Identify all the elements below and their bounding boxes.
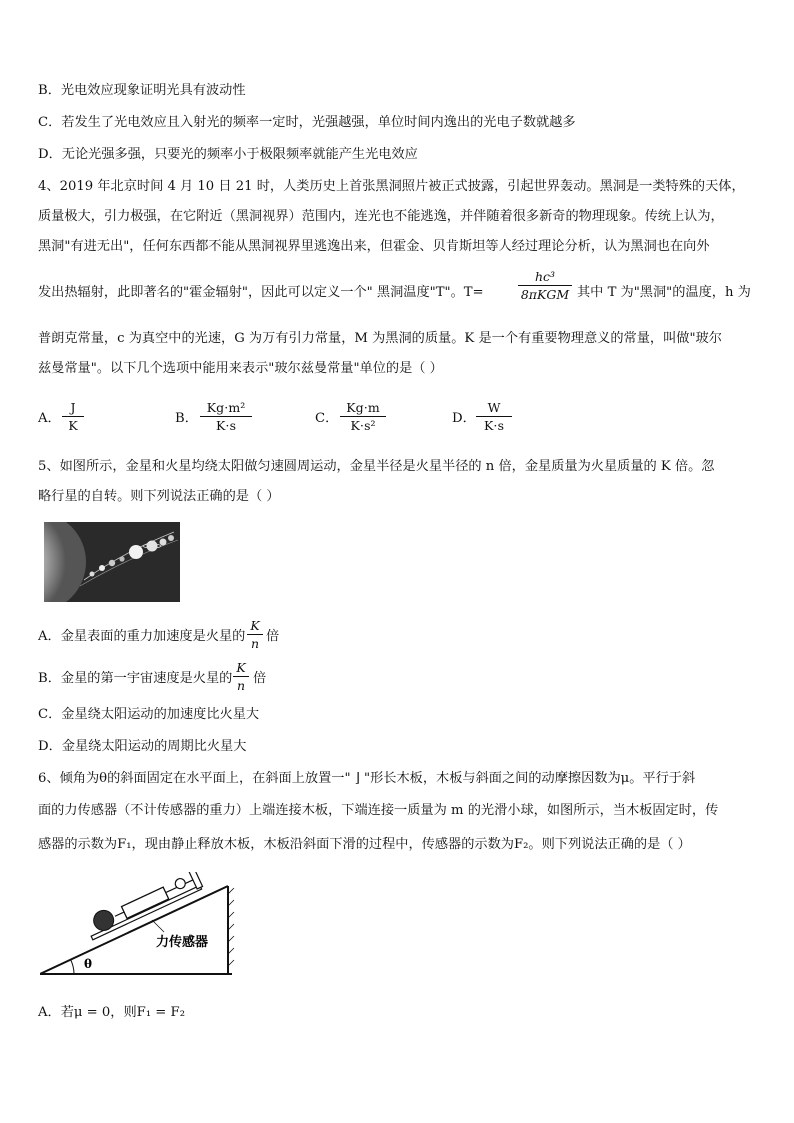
q4-option-c-label: C．: [315, 411, 339, 426]
fraction-numerator: J: [62, 399, 84, 417]
q3-option-d: D．无论光强多强，只要光的频率小于极限频率就能产生光电效应: [38, 147, 418, 162]
q4-option-a-label: A．: [38, 411, 61, 426]
q3-option-b: B．光电效应现象证明光具有波动性: [38, 83, 246, 98]
q6-line-3: 感器的示数为F₁，现由静止释放木板，木板沿斜面下滑的过程中，传感器的示数为F₂。则下列说法正确的是（ ）: [38, 837, 691, 852]
fraction-numerator: Kg⋅m²: [200, 399, 252, 417]
angle-theta-label: θ: [84, 957, 93, 971]
q4-option-d-label: D．: [452, 411, 476, 426]
fraction-numerator: K: [247, 617, 263, 635]
q4-line-2: 质量极大，引力极强，在它附近（黑洞视界）范围内，连光也不能逃逸，并伴随着很多新奇的物理现象。传统上认为，: [38, 209, 724, 224]
q5-option-a-fraction: [247, 617, 263, 652]
q5-option-b-text: B．金星的第一宇宙速度是火星的: [38, 671, 233, 686]
fraction-denominator: K⋅s: [215, 418, 237, 433]
q5-line-2: 略行星的自转。则下列说法正确的是（ ）: [38, 489, 280, 504]
q4-line-4-pre: 发出热辐射，此即著名的"霍金辐射"，因此可以定义一个" 黑洞温度"T"。T=: [38, 285, 484, 300]
q4-option-b-label: B．: [175, 411, 198, 426]
q4-line-3: 黑洞"有进无出"，任何东西都不能从黑洞视界里逃逸出来，但霍金、贝肯斯坦等人经过理论分析，认为黑洞也在向外: [38, 239, 710, 254]
q5-option-b-suffix: 倍: [253, 671, 267, 686]
solar-system-image: [44, 522, 180, 602]
black-hole-temperature-formula: [518, 268, 572, 303]
q5-option-a-suffix: 倍: [266, 629, 280, 644]
fraction-denominator: K⋅s: [483, 418, 505, 433]
fraction-numerator: K: [233, 659, 249, 677]
q4-option-d-fraction: [476, 399, 512, 434]
fraction-denominator: n: [236, 678, 246, 693]
fraction-numerator: W: [476, 399, 512, 417]
q6-line-1: 6、倾角为θ的斜面固定在水平面上，在斜面上放置一" ⌋ "形长木板，木板与斜面之间的动摩擦因数为μ。平行于斜: [38, 771, 696, 786]
q4-option-a-fraction: [62, 399, 84, 434]
q5-option-a-text: A．金星表面的重力加速度是火星的: [38, 629, 246, 644]
formula-numerator: hc³: [518, 268, 572, 286]
q4-option-b-fraction: [200, 399, 252, 434]
q5-option-a: [38, 628, 245, 646]
q4-line-4-post: 其中 T 为"黑洞"的温度，h 为: [577, 285, 751, 300]
q5-line-1: 5、如图所示，金星和火星均绕太阳做匀速圆周运动，金星半径是火星半径的 n 倍，金星质量为火星质量的 K 倍。忽: [38, 459, 715, 474]
q4-line-6: 兹曼常量"。以下几个选项中能用来表示"玻尔兹曼常量"单位的是（ ）: [38, 361, 443, 376]
q6-line-2: 面的力传感器（不计传感器的重力）上端连接木板，下端连接一质量为 m 的光滑小球，如图所示，当木板固定时，传: [38, 803, 719, 818]
fraction-denominator: K⋅s²: [350, 418, 376, 433]
q5-option-b: [38, 670, 232, 688]
q4-line-4: [38, 284, 484, 302]
fraction-numerator: Kg⋅m: [340, 399, 386, 417]
formula-denominator: 8πKGM: [520, 287, 570, 302]
incline-force-sensor-figure: [40, 872, 240, 978]
force-sensor-label: 力传感器: [156, 935, 209, 950]
q4-option-c-fraction: [340, 399, 386, 434]
q5-option-d: D．金星绕太阳运动的周期比火星大: [38, 739, 247, 754]
q6-option-a: A．若μ = 0，则F₁ = F₂: [38, 1005, 185, 1020]
q5-option-c: C．金星绕太阳运动的加速度比火星大: [38, 707, 260, 722]
fraction-denominator: K: [68, 418, 78, 433]
q5-option-b-fraction: [233, 659, 249, 694]
q4-line-1: 4、2019 年北京时间 4 月 10 日 21 时，人类历史上首张黑洞照片被正式披露，引起世界轰动。黑洞是一类特殊的天体，: [38, 179, 745, 194]
q4-line-5: 普朗克常量，c 为真空中的光速，G 为万有引力常量，M 为黑洞的质量。K 是一个有重要物理意义的常量，叫做"玻尔: [38, 331, 722, 346]
fraction-denominator: n: [250, 636, 260, 651]
q3-option-c: C．若发生了光电效应且入射光的频率一定时，光强越强，单位时间内逸出的光电子数就越多: [38, 115, 576, 130]
